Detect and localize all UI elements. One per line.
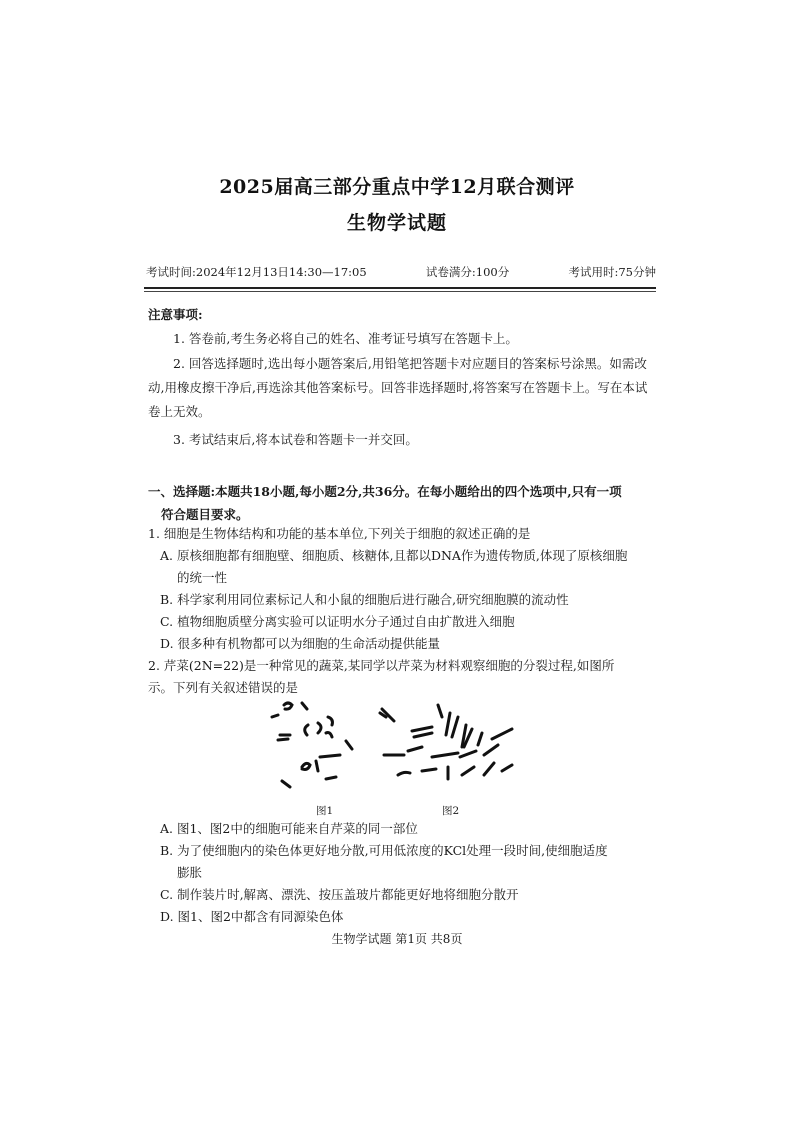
notice-item-1: 1. 答卷前,考生务必将自己的姓名、准考证号填写在答题卡上。 — [173, 331, 518, 346]
notice-heading: 注意事项: — [148, 307, 203, 322]
page-footer: 生物学试题 第1页 共8页 — [331, 932, 463, 946]
full-score: 试卷满分:100分 — [425, 265, 510, 279]
q2-option-b — [160, 840, 658, 884]
section-heading — [148, 480, 658, 526]
q2-option-b-line-1: B. 为了使细胞内的染色体更好地分散,可用低浓度的KCl处理一段时间,使细胞适度 — [160, 843, 608, 858]
exam-time: 考试时间:2024年12月13日14:30—17:05 — [146, 265, 367, 279]
notice-item-2: 2. 回答选择题时,选出每小题答案后,用铅笔把答题卡对应题目的答案标号涂黑。如需改动,用橡皮擦干净后,再选涂其他答案标号。回答非选择题时,将答案写在答题卡上。写在本试卷上无效。 — [148, 356, 648, 419]
q2-option-a: A. 图1、图2中的细胞可能来自芹菜的同一部位 — [160, 821, 418, 836]
q1-stem: 1. 细胞是生物体结构和功能的基本单位,下列关于细胞的叙述正确的是 — [148, 526, 531, 541]
section-heading-line-2: 符合题目要求。 — [161, 507, 249, 522]
q2-option-d: D. 图1、图2中都含有同源染色体 — [160, 909, 344, 924]
exam-duration: 考试用时:75分钟 — [568, 265, 656, 279]
q1-option-d: D. 很多种有机物都可以为细胞的生命活动提供能量 — [160, 636, 441, 651]
header-rule-thick — [144, 287, 656, 289]
notice-item-3: 3. 考试结束后,将本试卷和答题卡一并交回。 — [173, 432, 418, 447]
q2-stem-line-1: 2. 芹菜(2N=22)是一种常见的蔬菜,某同学以芹菜为材料观察细胞的分裂过程,如图所 — [148, 658, 615, 673]
figure-2-label: 图2 — [442, 805, 460, 817]
q2-option-c: C. 制作装片时,解离、漂洗、按压盖玻片都能更好地将细胞分散开 — [160, 887, 519, 902]
figure-2-chromosomes — [380, 705, 512, 779]
exam-meta — [146, 264, 656, 280]
chromosome-figure — [262, 695, 532, 800]
q2-option-b-line-2: 膨胀 — [177, 865, 203, 880]
figure-1-label: 图1 — [316, 805, 334, 817]
q1-option-c: C. 植物细胞质壁分离实验可以证明水分子通过自由扩散进入细胞 — [160, 614, 515, 629]
exam-title: 2025届高三部分重点中学12月联合测评 — [219, 176, 575, 198]
exam-subtitle: 生物学试题 — [346, 212, 447, 234]
section-heading-line-1: 一、选择题:本题共18小题,每小题2分,共36分。在每小题给出的四个选项中,只有一项 — [148, 484, 622, 499]
q1-option-a-line-2: 的统一性 — [177, 570, 228, 585]
q1-option-a-line-1: A. 原核细胞都有细胞壁、细胞质、核糖体,且都以DNA作为遗传物质,体现了原核细胞 — [160, 548, 628, 563]
q1-option-b: B. 科学家利用同位素标记人和小鼠的细胞后进行融合,研究细胞膜的流动性 — [160, 592, 569, 607]
q2-stem-line-2: 示。下列有关叙述错误的是 — [148, 680, 299, 695]
header-rule-thin — [144, 291, 656, 292]
q1-option-a — [160, 545, 658, 589]
figure-1-chromosomes — [272, 703, 352, 787]
